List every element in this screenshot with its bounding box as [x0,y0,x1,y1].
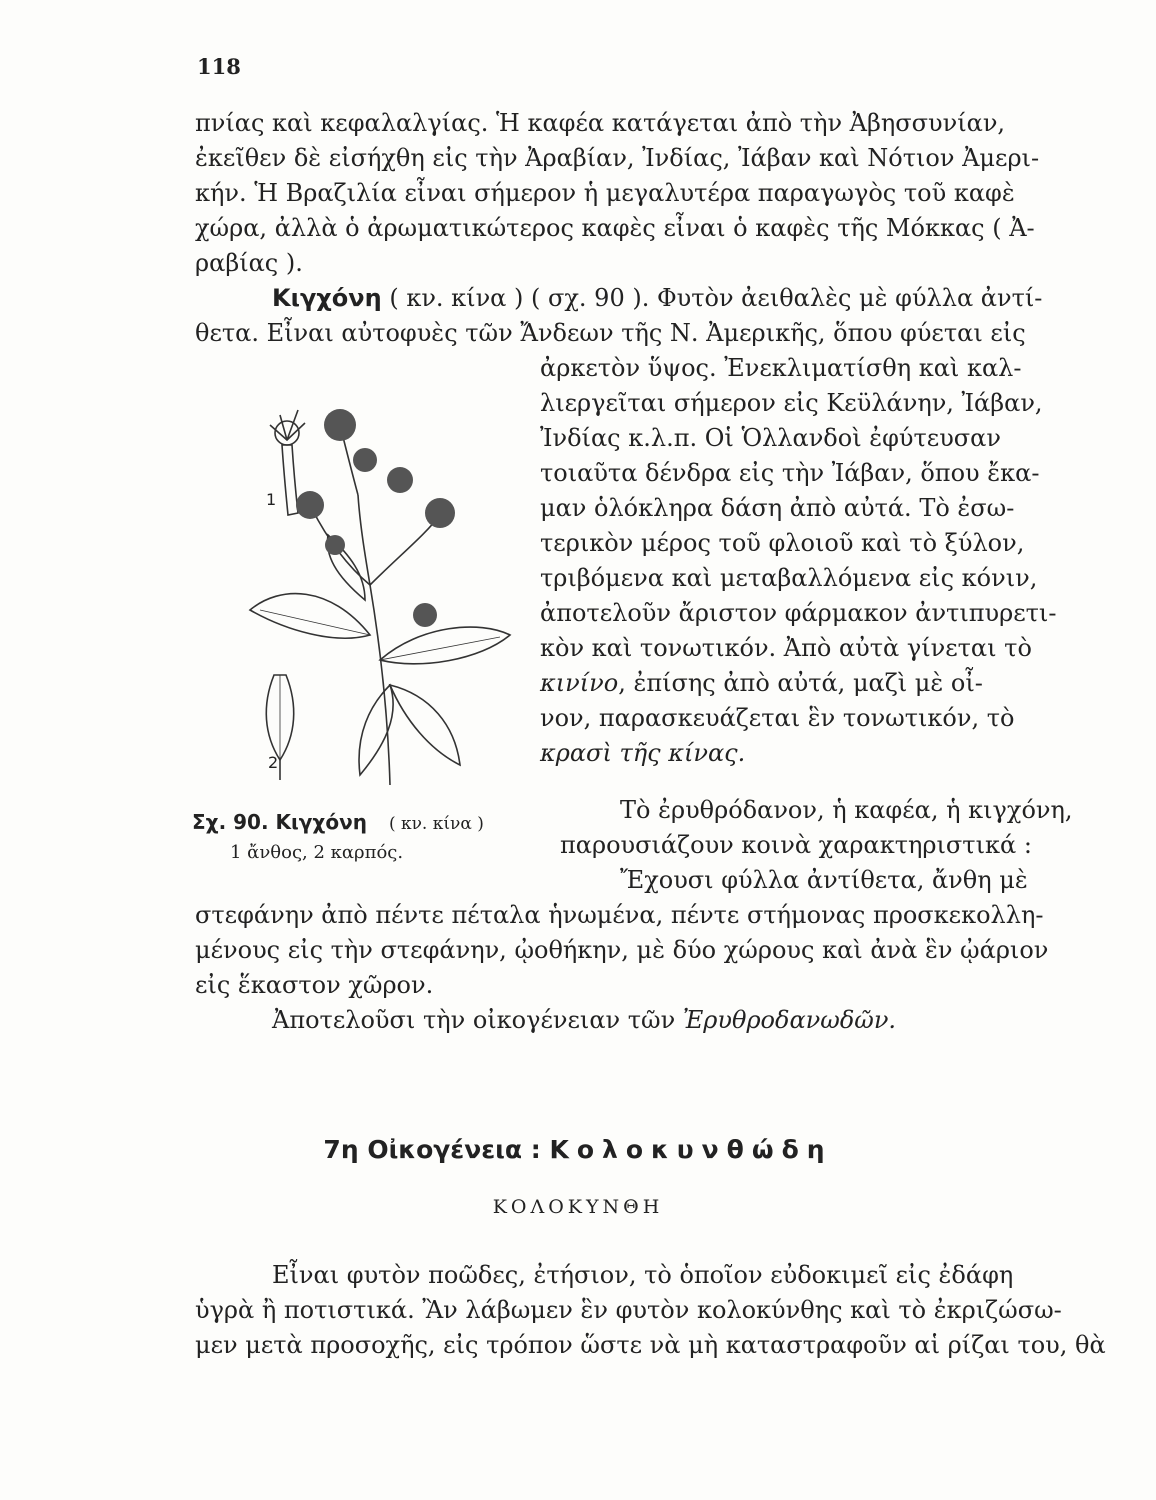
leaf [390,685,460,765]
text-line: κήν. Ἡ Βραζιλία εἶναι σήμερον ἡ μεγαλυτέρα παραγωγὸς τοῦ καφὲ [195,179,1015,207]
text-line: παρουσιάζουν κοινὰ χαρακτηριστικά : [560,831,1032,859]
text-line: ἐκεῖθεν δὲ εἰσήχθη εἰς τὴν Ἀραβίαν, Ἰνδίας, Ἰάβαν καὶ Νότιον Ἀμερι- [195,144,1040,172]
family-name: Ἐρυθροδανωδῶν. [682,1006,897,1034]
cinchona-illustration [240,385,540,800]
entry-term: Κιγχόνη [272,284,382,312]
flower-cluster [325,535,345,555]
flower-cluster [296,491,324,519]
caption-name: ( κν. κίνα ) [388,814,484,834]
text-line: ἀποτελοῦν ἄριστον φάρμακον ἀντιπυρετι- [540,599,1057,627]
text-line: χώρα, ἀλλὰ ὁ ἀρωματικώτερος καφὲς εἶναι ὁ καφὲς τῆς Μόκκας ( Ἀ- [195,214,1035,242]
stem [358,495,390,785]
text-line: ραβίας ). [195,249,303,277]
text-line: τερικὸν μέρος τοῦ φλοιοῦ καὶ τὸ ξύλον, [540,529,1025,557]
text-line: στεφάνην ἀπὸ πέντε πέταλα ἡνωμένα, πέντε στήμονας προσκεκολλη- [195,901,1044,929]
text-line: Ἔχουσι φύλλα ἀντίθετα, ἄνθη μὲ [620,866,1028,894]
leaf [380,627,510,664]
italic-term: κινίνο [540,669,619,697]
flower-tube [282,445,298,515]
text-line: μένους εἰς τὴν στεφάνην, ᾠοθήκην, μὲ δύο χώρους καὶ ἀνὰ ἓν ᾠάριον [195,936,1049,964]
text-line: κινίνο, ἐπίσης ἀπὸ αὐτά, μαζὶ μὲ οἶ- [540,669,983,697]
section-subheading: ΚΟΛΟΚΥΝΘΗ [492,1196,664,1218]
figure-caption [192,810,484,834]
figure-marker-1: 1 [266,490,277,509]
text-line: Εἶναι φυτὸν ποῶδες, ἐτήσιον, τὸ ὁποῖον εὐδοκιμεῖ εἰς ἐδάφη [272,1261,1014,1289]
text-line: Ἀποτελοῦσι τὴν οἰκογένειαν τῶν Ἐρυθροδανωδῶν. [272,1006,897,1034]
flower-cluster [324,409,356,441]
text-line: πνίας καὶ κεφαλαλγίας. Ἡ καφέα κατάγεται ἀπὸ τὴν Ἀβησσυνίαν, [195,109,1006,137]
figure-caption-line2: 1 ἄνθος, 2 καρπός. [230,842,404,863]
cinchona-drawing [240,385,540,800]
text-line: κὸν καὶ τονωτικόν. Ἀπὸ αὐτὰ γίνεται τὸ [540,634,1032,662]
text-line: Τὸ ἐρυθρόδανον, ἡ καφέα, ἡ κιγχόνη, [620,796,1073,824]
section-heading: 7η Οἰκογένεια : Κολοκυνθώδη [323,1135,833,1164]
text-line: νον, παρασκευάζεται ἓν τονωτικόν, τὸ [540,704,1015,732]
text-line: λιεργεῖται σήμερον εἰς Κεϋλάνην, Ἰάβαν, [540,389,1043,417]
figure-marker-2: 2 [268,753,279,772]
italic-term: κρασὶ τῆς κίνας. [540,739,746,767]
text-line: εἰς ἕκαστον χῶρον. [195,971,434,999]
flower-cluster [387,467,413,493]
flower-cluster [353,448,377,472]
family-heading-name: Κολοκυνθώδη [549,1135,833,1164]
text-line: μεν μετὰ προσοχῆς, εἰς τρόπον ὥστε νὰ μὴ καταστραφοῦν αἱ ρίζαι του, θὰ [195,1331,1106,1359]
text-line: τριβόμενα καὶ μεταβαλλόμενα εἰς κόνιν, [540,564,1038,592]
text-line [540,738,745,768]
page-number: 118 [197,54,241,79]
text-line: ἀρκετὸν ὕψος. Ἐνεκλιματίσθη καὶ καλ- [540,354,1022,382]
text-line: Ἰνδίας κ.λ.π. Οἱ Ὁλλανδοὶ ἐφύτευσαν [540,424,1001,452]
text-line: ὑγρὰ ἢ ποτιστικά. Ἂν λάβωμεν ἓν φυτὸν κολοκύνθης καὶ τὸ ἐκριζώσω- [195,1296,1062,1324]
text-line: μαν ὁλόκληρα δάση ἀπὸ αὐτά. Τὸ ἐσω- [540,494,1015,522]
text-line: θετα. Εἶναι αὐτοφυὲς τῶν Ἄνδεων τῆς Ν. Ἀμερικῆς, ὅπου φύεται εἰς [195,319,1026,347]
leaf [250,594,370,639]
leaf [359,685,393,775]
caption-label: Σχ. 90. Κιγχόνη [192,810,367,834]
text-line: τοιαῦτα δένδρα εἰς τὴν Ἰάβαν, ὅπου ἔκα- [540,459,1040,487]
flower-cluster [413,603,437,627]
entry-line: Κιγχόνη ( κν. κίνα ) ( σχ. 90 ). Φυτὸν ἀειθαλὲς μὲ φύλλα ἀντί- [272,284,1043,312]
flower-cluster [425,498,455,528]
